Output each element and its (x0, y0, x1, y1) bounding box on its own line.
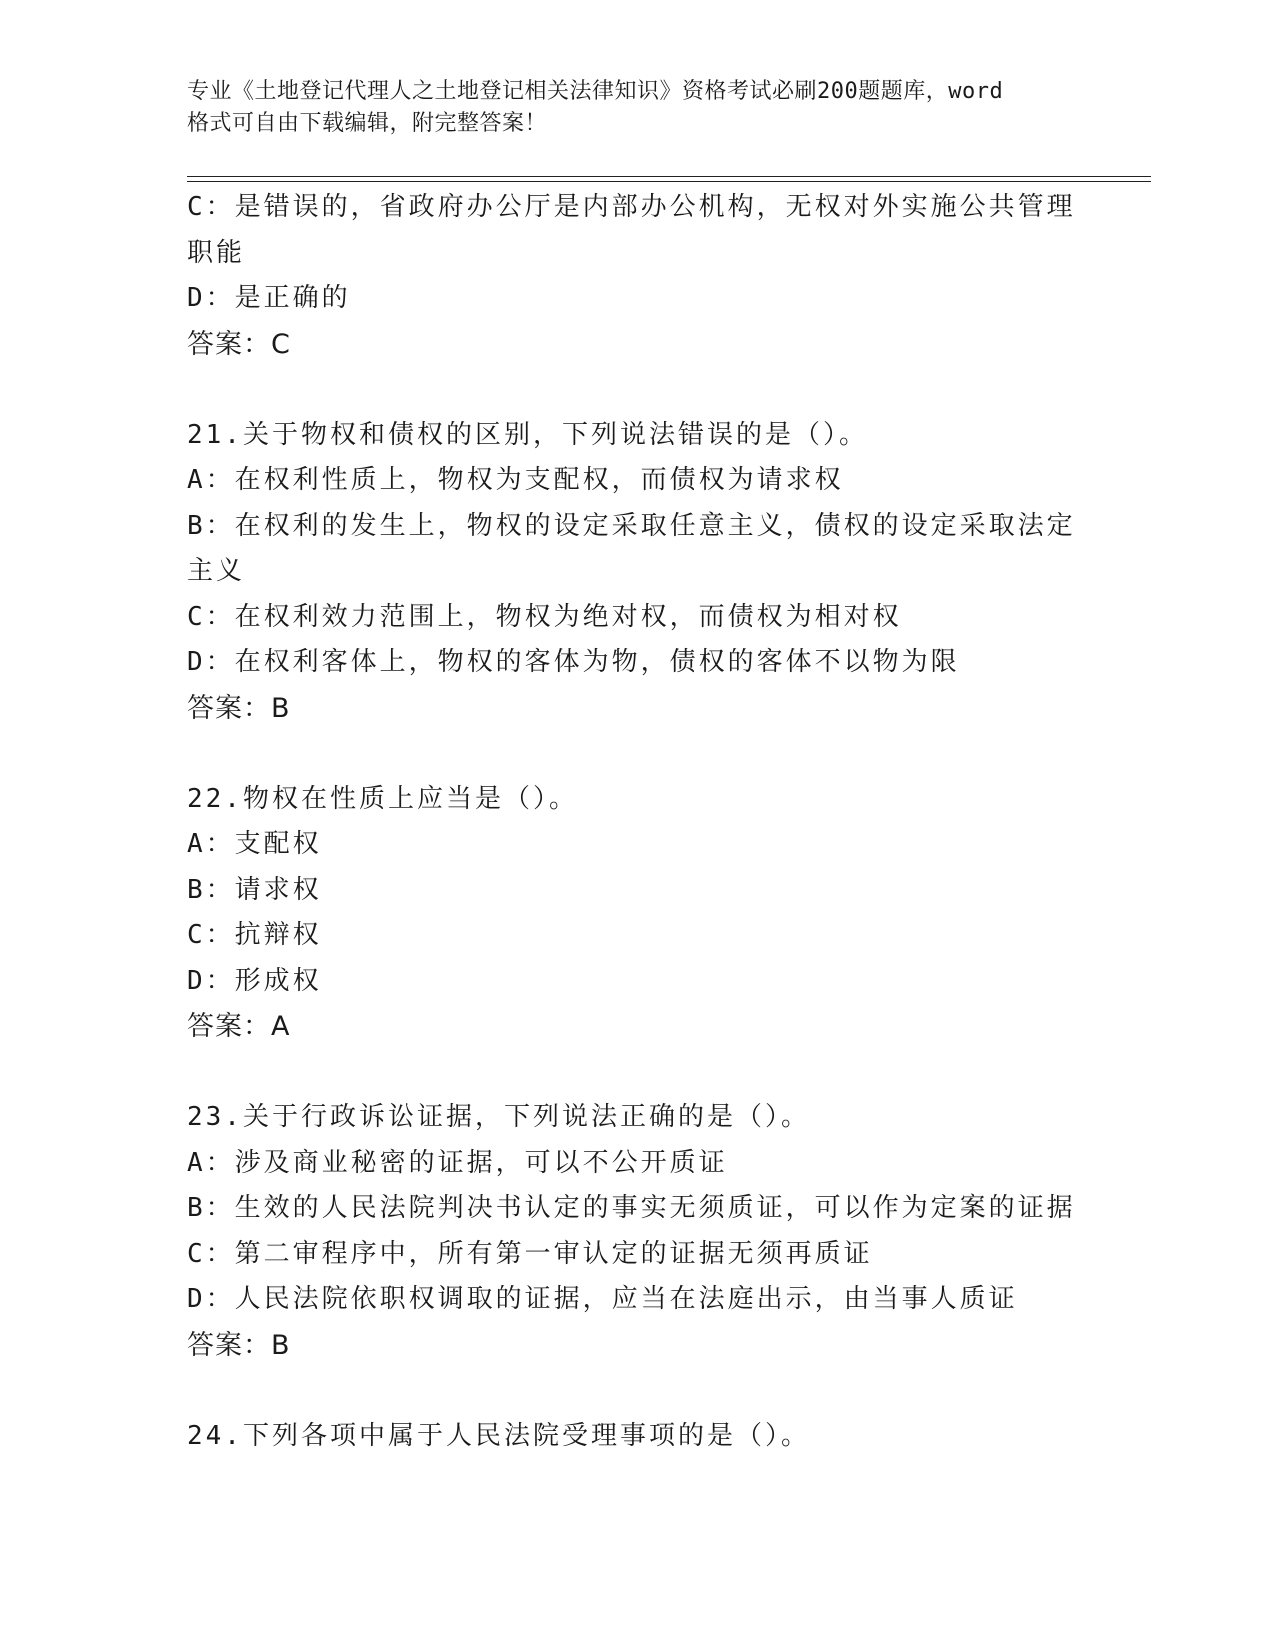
spacer (187, 367, 1087, 413)
spacer (187, 1368, 1087, 1414)
header-divider-top (187, 176, 1151, 177)
option-a: A：在权利性质上，物权为支配权，而债权为请求权 (187, 465, 844, 495)
option-b: B：在权利的发生上，物权的设定采取任意主义，债权的设定采取法定 (187, 510, 1076, 541)
question-21 (187, 413, 1087, 732)
option-d: D：在权利客体上，物权的客体为物，债权的客体不以物为限 (187, 647, 960, 677)
option-d: D：是正确的 (187, 283, 351, 313)
question-text: 23.关于行政诉讼证据，下列说法正确的是（）。 (187, 1102, 810, 1132)
option-c: C：抗辩权 (187, 920, 322, 950)
option-c-continued: 职能 (187, 237, 246, 268)
answer: 答案：B (187, 692, 291, 724)
option-b: B：请求权 (187, 874, 322, 905)
question-text: 22.物权在性质上应当是（）。 (187, 783, 578, 814)
question-list (187, 185, 1087, 1459)
answer: 答案：C (187, 328, 291, 360)
question-20-continued (187, 185, 1087, 367)
option-a: A：支配权 (187, 829, 322, 859)
option-a: A：涉及商业秘密的证据，可以不公开质证 (187, 1147, 728, 1178)
page-header (187, 76, 1087, 140)
header-line-2: 格式可自由下载编辑，附完整答案！ (187, 111, 548, 136)
question-22 (187, 777, 1087, 1050)
option-b: B：生效的人民法院判决书认定的事实无须质证，可以作为定案的证据 (187, 1193, 1076, 1223)
option-d: D：形成权 (187, 965, 322, 996)
spacer (187, 1050, 1087, 1096)
question-23 (187, 1095, 1087, 1368)
question-text: 24.下列各项中属于人民法院受理事项的是（）。 (187, 1420, 810, 1451)
option-c: C：是错误的，省政府办公厅是内部办公机构，无权对外实施公共管理 (187, 192, 1076, 222)
answer: 答案：B (187, 1329, 291, 1361)
header-divider-bottom (187, 181, 1151, 182)
option-b-continued: 主义 (187, 556, 246, 586)
option-c: C：第二审程序中，所有第一审认定的证据无须再质证 (187, 1238, 873, 1269)
spacer (187, 731, 1087, 777)
option-d: D：人民法院依职权调取的证据，应当在法庭出示，由当事人质证 (187, 1284, 1018, 1314)
question-24 (187, 1414, 1087, 1460)
question-text: 21.关于物权和债权的区别，下列说法错误的是（）。 (187, 419, 868, 450)
answer: 答案：A (187, 1011, 291, 1042)
option-c: C：在权利效力范围上，物权为绝对权，而债权为相对权 (187, 601, 902, 632)
header-line-1: 专业《土地登记代理人之土地登记相关法律知识》资格考试必刷200题题库，word (187, 79, 1004, 104)
